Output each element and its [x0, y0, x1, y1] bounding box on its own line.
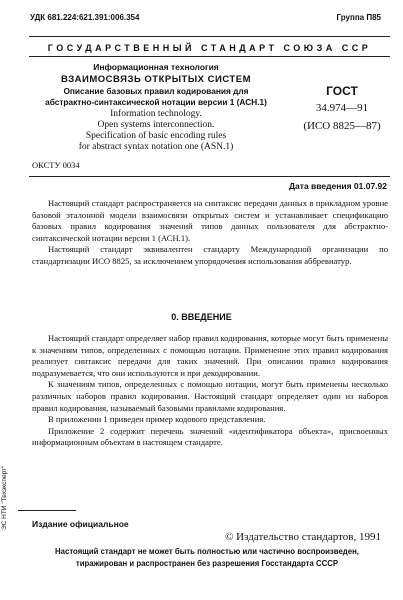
reproduction-notice [22, 546, 392, 570]
title-en-1: Information technology. [110, 109, 202, 119]
notice-line-2: тиражирован и распространен без разрешения Госстандарта СССР [75, 559, 339, 568]
footnote-rule [18, 510, 76, 511]
title-line-2: ВЗАИМОСВЯЗЬ ОТКРЫТЫХ СИСТЕМ [61, 74, 251, 85]
title-line-3: Описание базовых правил кодирования для [63, 86, 249, 96]
official-edition: Издание официальное [32, 519, 129, 529]
header-rule [29, 176, 390, 177]
gost-number: 34.974—91 [315, 102, 369, 114]
udk-code: УДК 681.224:621.391:006.354 [30, 13, 140, 22]
okstu-code: ОКСТУ 0034 [32, 160, 80, 170]
section-text [32, 333, 388, 449]
section-paragraph: Настоящий стандарт определяет набор правил кодирования, которые могут быть применены к значениям типов, определенных с помощью нотации. Применение этих правил кодирования реализует синтаксис передачи для таких значений. При описании правил кодирования подразумевается, что они используются и при декодировании. [32, 333, 388, 378]
title-line-4: абстрактно-синтаксической нотации версии 1 (АСН.1) [45, 97, 267, 107]
section-paragraph: Приложение 2 содержит перечень значений «идентификатора объекта», присвоенных информационным объектам в настоящем стандарте. [32, 425, 388, 448]
title-line-1: Информационная технология [93, 62, 219, 72]
introduction-date: Дата введения 01.07.92 [289, 181, 387, 191]
section-paragraph: В приложении 1 приведен пример кодового представления. [48, 414, 266, 425]
section-paragraph: К значениям типов, определенных с помощью нотации, могут быть применены несколько различных наборов правил кодирования. Настоящий стандарт определяет один из наборов правил кодирования, называемый базовыми правилами кодирования. [32, 379, 388, 413]
intro-paragraph: Настоящий стандарт распространяется на синтаксис передачи данных в прикладном уровне базовой эталонной модели взаимосвязи открытых систем и устанавливает спецификацию базовых правил кодирования значений типов данных пользователя для абстрактно-синтаксической нотации версии 1 (АСН.1). [32, 198, 388, 243]
iso-number: (ИСО 8825—87) [303, 120, 381, 132]
title-en-2: Open systems interconnection. [97, 120, 215, 130]
top-rule [29, 36, 390, 37]
intro-text [32, 198, 388, 268]
section-heading: 0. ВВЕДЕНИЕ [171, 312, 232, 322]
title-en-4: for abstract syntax notation one (ASN.1) [78, 142, 234, 152]
notice-line-1: Настоящий стандарт не может быть полностью или частично воспроизведен, [55, 547, 359, 556]
copyright: © Издательство стандартов, 1991 [225, 531, 381, 543]
group-code: Группа П85 [336, 13, 381, 22]
intro-paragraph: Настоящий стандарт эквивалентен стандарту Международной организации по стандартизации ИСО 8825, за исключением упорядочения использования аббревиатур. [32, 244, 388, 266]
gost-label: ГОСТ [326, 84, 358, 98]
title-en-3: Specification of basic encoding rules [85, 131, 227, 141]
side-stamp: ЭС НТИ "Техэксперт" [1, 465, 8, 530]
banner-rule [29, 56, 390, 57]
standard-banner: ГОСУДАРСТВЕННЫЙ СТАНДАРТ СОЮЗА ССР [47, 43, 372, 53]
